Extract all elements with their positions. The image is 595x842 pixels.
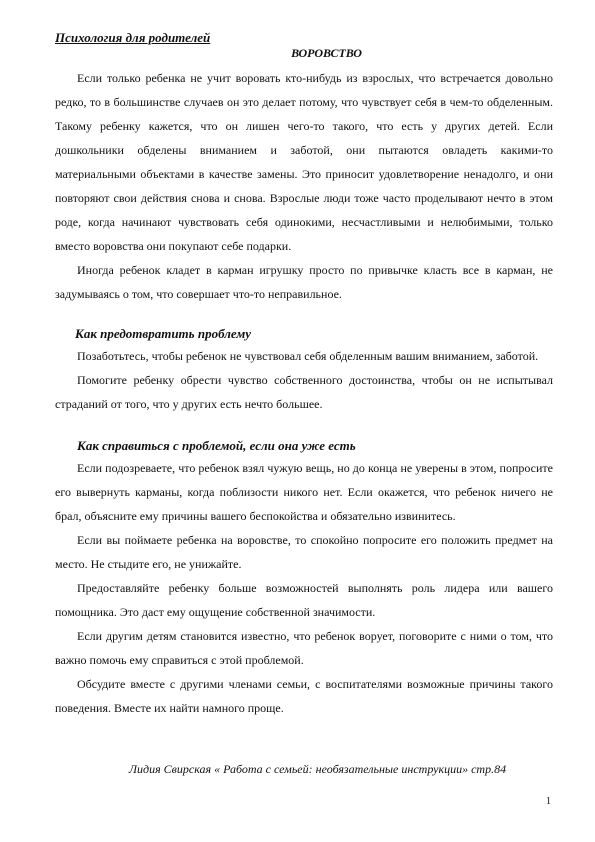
- intro-paragraph: Если только ребенка не учит воровать кто-нибудь из взрослых, что встречается довольно редко, то в большинстве случаев он это делает потому, что чувствует себя в чем-то обделенным. Такому ребенку кажется, что он лишен чего-то такого, что есть у других детей. Если дошкольники обделены вниманием и заботой, они пытаются овладеть какими-то материальными объектами в качестве замены. Это приносит удовлетворение ненадолго, и они повторяют свои действия снова и снова. Взрослые люди тоже часто проделывают нечто в этом роде, когда начинают чувствовать себя одинокими, несчастливыми и нелюбимыми, только вместо воровства они покупают себе подарки.: [55, 71, 553, 253]
- section-heading-prevent: Как предотвратить проблему: [75, 326, 252, 341]
- cope-paragraph: Если подозреваете, что ребенок взял чужую вещь, но до конца не уверены в этом, попросите его вывернуть карманы, когда поблизости никого нет. Если окажется, что ребенок ничего не брал, объясните ему причины вашего беспокойства и обязательно извинитесь.: [55, 461, 553, 523]
- article-title: ВОРОВСТВО: [291, 46, 362, 60]
- cope-section: [55, 456, 553, 720]
- cope-paragraph: Если вы поймаете ребенка на воровстве, то спокойно попросите его положить предмет на место. Не стыдите его, не унижайте.: [55, 533, 553, 571]
- intro-paragraph: Иногда ребенок кладет в карман игрушку просто по привычке класть все в карман, не задумываясь о том, что совершает что-то неправильное.: [55, 263, 553, 301]
- page-number: 1: [546, 796, 551, 807]
- section-heading-cope: Как справиться с проблемой, если она уже есть: [77, 438, 356, 453]
- prevent-section: [55, 344, 553, 416]
- rubric-title: Психология для родителей: [55, 30, 211, 45]
- prevent-paragraph: Помогите ребенку обрести чувство собственного достоинства, чтобы он не испытывал страданий от того, что у других есть нечто большее.: [55, 373, 553, 411]
- cope-paragraph: Если другим детям становится известно, что ребенок ворует, поговорите с ними о том, что важно помочь ему справиться с этой проблемой.: [55, 629, 553, 667]
- cope-paragraph: Предоставляйте ребенку больше возможностей выполнять роль лидера или вашего помощника. Это даст ему ощущение собственной значимости.: [55, 581, 553, 619]
- source-attribution: Лидия Свирская « Работа с семьей: необязательные инструкции» стр.84: [128, 762, 507, 776]
- prevent-paragraph: Позаботьтесь, чтобы ребенок не чувствовал себя обделенным вашим вниманием, заботой.: [77, 349, 539, 363]
- intro-section: [55, 66, 553, 306]
- cope-paragraph: Обсудите вместе с другими членами семьи, с воспитателями возможные причины такого поведения. Вместе их найти намного проще.: [55, 677, 553, 715]
